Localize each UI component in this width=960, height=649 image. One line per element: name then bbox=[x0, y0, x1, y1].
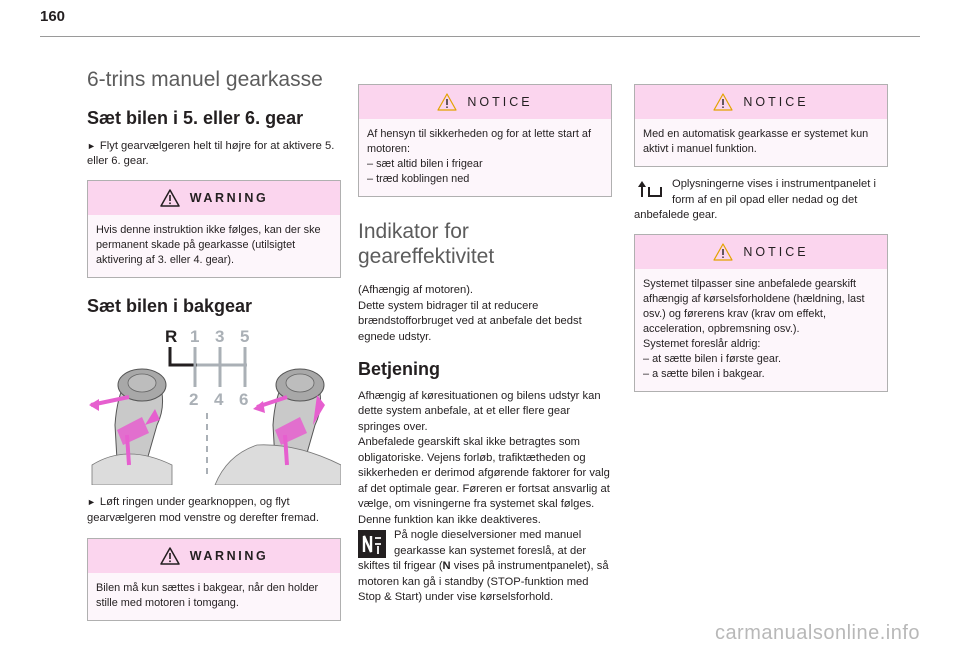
section-heading-reverse: Sæt bilen i bakgear bbox=[87, 295, 253, 316]
notice-line: Systemet tilpasser sine anbefalede gearskift afhængig af kørselsforholdene (hældning, last osv.) og førerens krav (krav om effekt, acceleration, opbremsning osv.). bbox=[643, 277, 865, 335]
gear-shift-illustration bbox=[87, 325, 341, 485]
top-divider bbox=[40, 36, 920, 37]
gear-diagram bbox=[87, 325, 341, 485]
gear-label-4: 4 bbox=[214, 390, 224, 410]
gear-knob-right bbox=[215, 369, 341, 485]
heading-indicator-line2: geareffektivitet bbox=[358, 245, 495, 269]
neutral-text-pre: På nogle dieselversioner med manuel gearkasse kan systemet foreslå, at der skiftes til frigear ( bbox=[358, 529, 587, 573]
notice-label: NOTICE bbox=[743, 244, 809, 259]
notice-triangle-icon bbox=[713, 93, 733, 111]
neutral-gear-icon bbox=[358, 530, 386, 558]
warning-body bbox=[88, 573, 340, 620]
notice-line: – sæt altid bilen i frigear bbox=[367, 158, 483, 170]
gear-label-r: R bbox=[165, 327, 178, 347]
gear-label-6: 6 bbox=[239, 390, 249, 410]
warning-box bbox=[87, 538, 341, 621]
heading-indicator-line1: Indikator for bbox=[358, 220, 469, 243]
warning-box bbox=[87, 180, 341, 278]
betjening-text: Afhængig af køresituationen og bilens udstyr kan dette system anbefale, at et eller flere gear springes over. Anbefalede gearskift skal ikke betragtes som obligatoriske. Vejens forløb, trafiktætheden og sikkerheden er derimod afgørende faktorer for valg af det optimale gear. Føreren er fortsat ansvarlig at vælge, om visningerne fra systemet skal følges. Denne funktion kan ikke deaktiveres. bbox=[358, 389, 610, 526]
bullet-text: Løft ringen under gearknoppen, og flyt gearvælgeren mod venstre og derefter fremad. bbox=[87, 496, 319, 524]
neutral-suggestion-text bbox=[358, 528, 612, 606]
indicator-intro: (Afhængig af motoren). Dette system bidrager til at reducere brændstofforbruget ved at anbefale det bedst egnede udstyr. bbox=[358, 284, 582, 343]
warning-label: WARNING bbox=[189, 190, 269, 205]
bullet-arrow-icon: ► bbox=[87, 140, 96, 151]
notice-header bbox=[635, 235, 887, 269]
notice-triangle-icon bbox=[437, 93, 457, 111]
neutral-text-bold: N bbox=[442, 560, 451, 573]
shift-indicator-text bbox=[634, 177, 888, 224]
warning-triangle-icon bbox=[160, 547, 180, 565]
shift-up-arrow-icon bbox=[636, 179, 664, 199]
notice-body bbox=[635, 119, 887, 166]
warning-text: Bilen må kun sættes i bakgear, når den holder stille med motoren i tomgang. bbox=[96, 582, 319, 610]
warning-header bbox=[88, 539, 340, 573]
watermark: carmanualsonline.info bbox=[714, 622, 920, 644]
warning-header bbox=[88, 181, 340, 215]
notice-line: – træd koblingen ned bbox=[367, 173, 470, 185]
notice-header bbox=[635, 85, 887, 119]
warning-triangle-icon bbox=[160, 189, 180, 207]
notice-box bbox=[634, 234, 888, 392]
gear-label-1: 1 bbox=[190, 327, 200, 347]
page-title: 6-trins manuel gearkasse bbox=[87, 68, 323, 91]
neutral-text-post: vises på instrumentpanelet), så motoren kan gå i standby (STOP-funktion med Stop & Start) under vise kørselsforhold. bbox=[358, 560, 609, 604]
section-heading-5-6-gear: Sæt bilen i 5. eller 6. gear bbox=[87, 108, 304, 129]
notice-text: Med en automatisk gearkasse er systemet kun aktivt i manuel funktion. bbox=[643, 128, 869, 155]
notice-line: – at sætte bilen i første gear. bbox=[643, 352, 782, 365]
warning-body bbox=[88, 215, 340, 277]
shift-indicator-body: Oplysningerne vises i instrumentpanelet i form af en pil opad eller nedad og det anbefalede gear. bbox=[634, 178, 876, 221]
gear-label-2: 2 bbox=[189, 390, 199, 410]
page-number: 160 bbox=[40, 8, 66, 25]
notice-header bbox=[359, 85, 611, 119]
warning-text: Hvis denne instruktion ikke følges, kan der ske permanent skade på gearkasse (utilsigtet aktivering af 3. eller 4. gear). bbox=[96, 223, 321, 266]
bullet-arrow-icon: ► bbox=[87, 497, 96, 508]
bullet-text: Flyt gearvælgeren helt til højre for at aktivere 5. eller 6. gear. bbox=[87, 139, 335, 168]
notice-line: Systemet foreslår aldrig: bbox=[643, 337, 761, 350]
notice-label: NOTICE bbox=[467, 95, 533, 109]
notice-line: – a sætte bilen i bakgear. bbox=[643, 367, 765, 380]
notice-triangle-icon bbox=[713, 243, 733, 261]
notice-body bbox=[635, 269, 887, 391]
heading-betjening: Betjening bbox=[358, 359, 441, 380]
gear-pattern bbox=[165, 327, 249, 475]
bullet-reverse bbox=[87, 495, 341, 526]
notice-line: Af hensyn til sikkerheden og for at lette start af motoren: bbox=[367, 128, 591, 155]
notice-box bbox=[634, 84, 888, 167]
bullet-5-6-gear bbox=[87, 139, 341, 170]
notice-box bbox=[358, 84, 612, 197]
warning-label: WARNING bbox=[189, 549, 269, 564]
column-middle bbox=[358, 84, 612, 606]
gear-label-3: 3 bbox=[215, 327, 225, 347]
heading-indicator bbox=[358, 219, 612, 269]
notice-label: NOTICE bbox=[743, 95, 809, 109]
column-left bbox=[87, 68, 341, 621]
gear-label-5: 5 bbox=[240, 327, 250, 347]
notice-body bbox=[359, 119, 611, 196]
gear-knob-left bbox=[89, 369, 172, 485]
column-right bbox=[634, 84, 888, 392]
